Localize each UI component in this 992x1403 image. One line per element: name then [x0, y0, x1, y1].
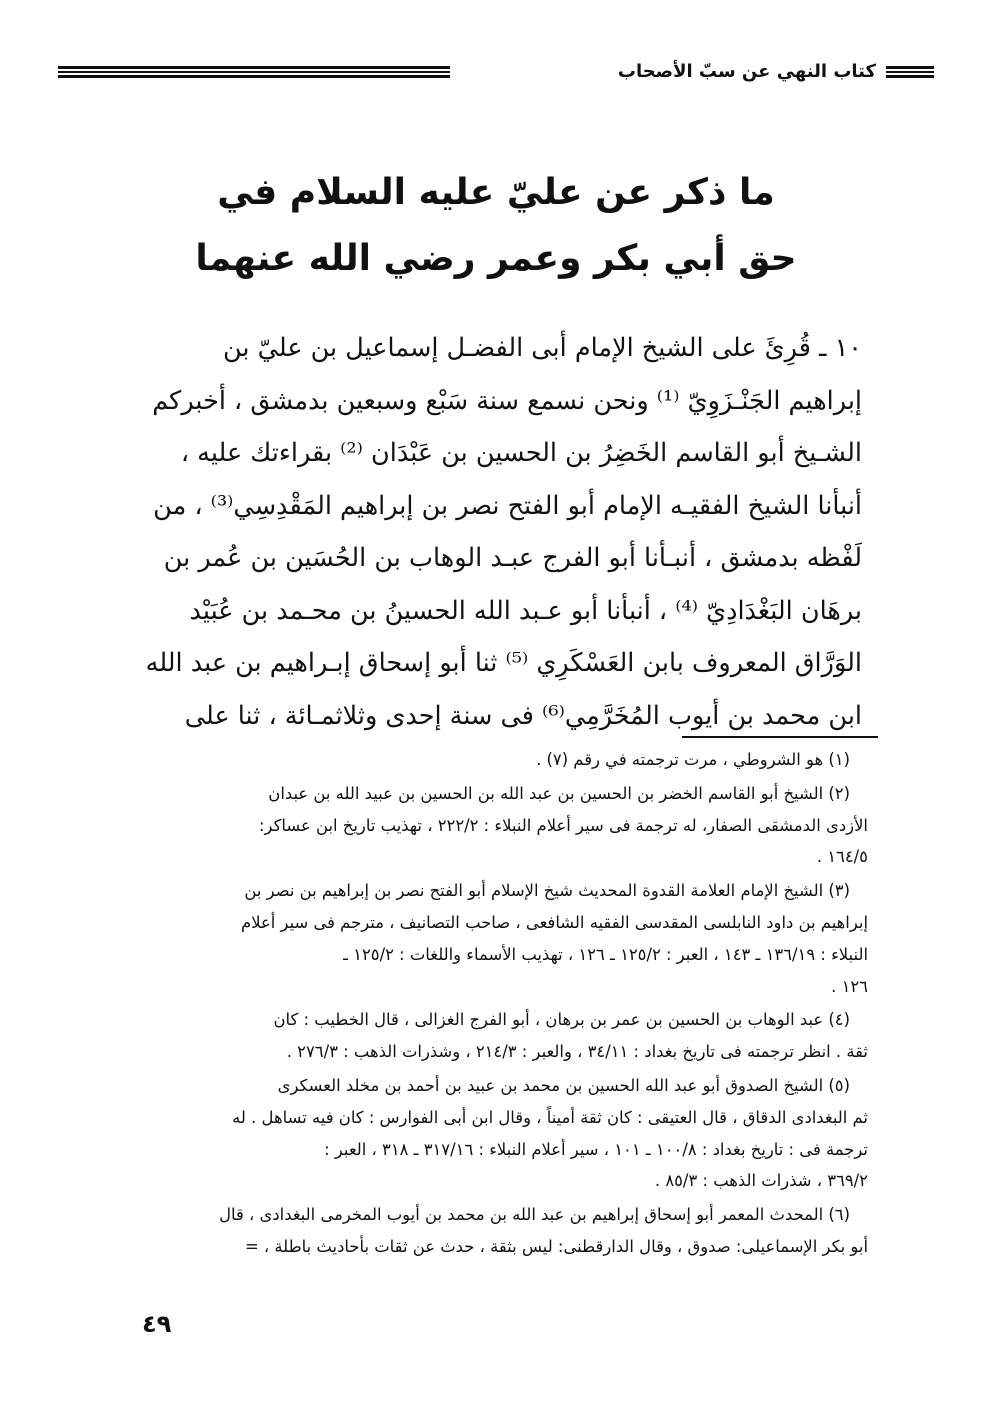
chapter-heading — [120, 160, 872, 292]
footnote-separator — [682, 736, 878, 738]
footnote-line: ترجمة فى : تاريخ بغداد : ١٠٠/٨ ـ ١٠١ ، سير أعلام النبلاء : ٣١٧/١٦ ـ ٣١٨ ، العبر : — [324, 1139, 868, 1159]
header-rule-right — [886, 66, 934, 78]
footnote-line: (٤) عبد الوهاب بن الحسين بن عمر بن برهان ، أبو الفرج الغزالى ، قال الخطيب : كان — [273, 1010, 850, 1030]
footnote-6 — [124, 1199, 868, 1263]
main-text-line: أنبأنا الشيخ الفقيـه الإمام أبو الفتح نصر بن إبراهيم المَقْدِسِي⁽³⁾ ، من — [153, 490, 862, 521]
footnote-line: الأزدى الدمشقى الصفار، له ترجمة فى سير أعلام النبلاء : ٢٢٢/٢ ، تهذيب تاريخ ابن عساكر: — [259, 815, 868, 835]
footnote-5 — [124, 1070, 868, 1197]
main-text-line: الوَرَّاق المعروف بابن العَسْكَرِي ⁽⁵⁾ ثنا أبو إسحاق إبـراهيم بن عبد الله — [145, 648, 862, 678]
footnote-line: النبلاء : ١٣٦/١٩ ـ ١٤٣ ، العبر : ١٢٥/٢ ـ ١٢٦ ، تهذيب الأسماء واللغات : ١٢٥/٢ ـ — [343, 944, 868, 964]
main-text-line: ابن محمد بن أيوب المُخَرَّمِي⁽⁶⁾ فى سنة إحدى وثلاثمـائة ، ثنا على — [184, 700, 862, 731]
footnote-line: (١) هو الشروطي ، مرت ترجمته في رقم (٧) . — [536, 750, 850, 769]
footnote-line: ثم البغدادى الدقاق ، قال العتيقى : كان ثقة أميناً ، وقال ابن أبى الفوارس : كان فيه تساهل . له — [232, 1107, 868, 1127]
footnote-line: (٦) المحدث المعمر أبو إسحاق إبراهيم بن عبد الله بن محمد بن أيوب المخرمى البغدادى ، قال — [219, 1205, 850, 1225]
footnote-3 — [124, 875, 868, 1002]
footnote-line: (٣) الشيخ الإمام العلامة القدوة المحديث شيخ الإسلام أبو الفتح نصر بن إبراهيم بن نصر بن — [244, 881, 850, 901]
main-text-line: لَفْظه بدمشق ، أنبـأنا أبو الفرج عبـد الوهاب بن الحُسَين بن عُمر بن — [163, 543, 862, 573]
footnote-4 — [124, 1004, 868, 1068]
footnote-line: ٣٦٩/٢ ، شذرات الذهب : ٨٥/٣ . — [654, 1171, 868, 1191]
heading-line-2: حق أبي بكر وعمر رضي الله عنهما — [195, 238, 797, 279]
footnote-line: ١٢٦ . — [831, 976, 868, 996]
header-rule-left — [58, 66, 450, 78]
footnote-1 — [124, 744, 868, 776]
main-text-line: برهَان البَغْدَادِيّ ⁽⁴⁾ ، أنبأنا أبو عـبد الله الحسينُ بن محـمد بن عُبَيْد — [189, 595, 862, 626]
main-text-line: إبراهيم الجَنْـزَوِيّ ⁽¹⁾ ونحن نسمع سنة سَبْع وسبعين بدمشق ، أخبركم — [152, 385, 862, 416]
footnotes — [124, 744, 868, 1265]
footnote-line: ثقة . انظر ترجمته فى تاريخ بغداد : ٣٤/١١ ، والعبر : ٢١٤/٣ ، وشذرات الذهب : ٢٧٦/٣ . — [286, 1042, 868, 1062]
heading-line-1: ما ذكر عن عليّ عليه السلام في — [217, 172, 775, 213]
main-text-line: الشـيخ أبو القاسم الخَضِرُ بن الحسين بن عَبْدَان ⁽²⁾ بقراءتك عليه ، — [180, 438, 862, 468]
footnote-line: ١٦٤/٥ . — [816, 847, 868, 867]
running-header — [58, 58, 934, 88]
footnote-line: أبو بكر الإسماعيلى: صدوق ، وقال الدارقطنى: ليس بثقة ، حدث عن ثقات بأحاديث باطلة ، = — [244, 1236, 868, 1256]
main-text — [128, 322, 862, 742]
main-text-line: ١٠ ـ قُرِئَ على الشيخ الإمام أبى الفضـل إسماعيل بن عليّ بن — [223, 333, 862, 363]
footnote-line: إبراهيم بن داود النابلسى المقدسى الفقيه الشافعى ، صاحب التصانيف ، مترجم فى سير أعلام — [241, 912, 868, 932]
running-header-title: كتاب النهي عن سبّ الأصحاب — [617, 61, 876, 82]
footnote-line: (٢) الشيخ أبو القاسم الخضر بن الحسين بن عبد الله بن الحسين بن عبيد الله بن عبدان — [268, 783, 850, 803]
footnote-2 — [124, 778, 868, 873]
page-number: ٤٩ — [142, 1310, 172, 1338]
footnote-line: (٥) الشيخ الصدوق أبو عبد الله الحسين بن محمد بن عبيد بن أحمد بن مخلد العسكرى — [277, 1075, 850, 1095]
